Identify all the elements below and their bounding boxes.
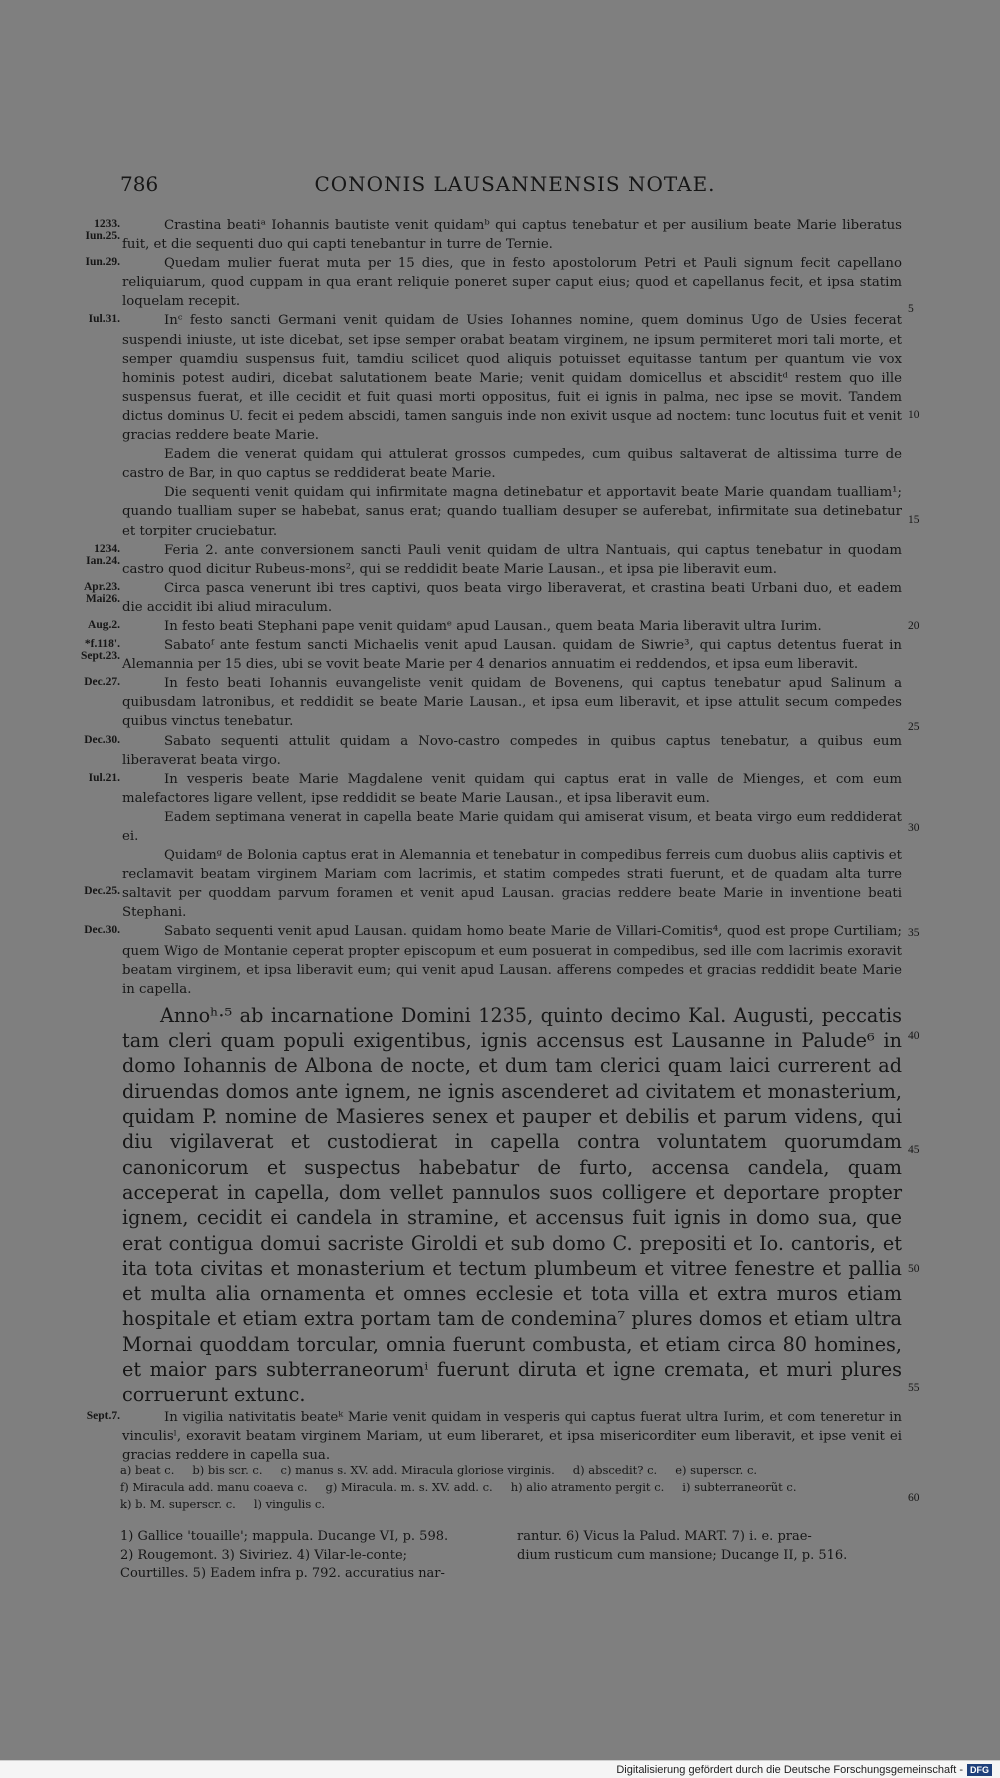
critical-note: h) alio atramento pergit c. (510, 1480, 665, 1494)
line-number: 15 (908, 514, 920, 526)
footer-text: Digitalisierung gefördert durch die Deutsche Forschungsgemeinschaft - (616, 1763, 963, 1776)
line-number: 10 (908, 409, 920, 421)
entry-text: Quidamᵍ de Bolonia captus erat in Alemannia et tenebatur in compedibus ferreis cum duobus aliis captivis et reclamavit beatam virginem Mariam com lacrimis, et statim compedes strati fuerunt, et de quadam alta turre saltavit per quoddam parvum foramen et venit apud Lausan. gracias reddere beate Marie in inventione beati Stephani. (122, 848, 902, 921)
critical-note: l) vingulis c. (253, 1497, 326, 1511)
entry-text: Eadem die venerat quidam qui attulerat grossos cumpedes, cum quibus saltaverat de altissima turre de castro de Bar, in quo captus se reddiderat beate Marie. (122, 447, 902, 482)
page-number: 786 (120, 172, 159, 196)
footnotes-left-column (120, 1528, 505, 1584)
entry (88, 617, 902, 636)
critical-note: a) beat c. (120, 1463, 175, 1477)
entry-text: Inᶜ festo sancti Germani venit quidam de Usies Iohannes nomine, quem dominus Ugo de Usies fecerat suspendi iniuste, ut iste dicebat, set ipse semper orabat beatam virginem, ne ipsum permiteret mori tali morte, et semper quamdiu suspensus fuit, tamdiu scilicet quod aliquis potuisset equitasse tantum per quantum vie vox hominis potest audiri, dicebat salutationem beate Marie; venit quidam domicellus et absciditᵈ restem quo ille suspensus fuerat, et ille cecidit et fuit quasi morti oppositus, fuit ei ignis in palma, nec ipse se movit. Tandem dictus dominus U. fecit ei pedem abscidi, tamen sanguis inde non exivit usque ad noctem: tunc locutus fuit et venit gracias reddere beate Marie. (122, 313, 902, 444)
footnote-line: rantur. 6) Vicus la Palud. MART. 7) i. e. prae- (517, 1529, 812, 1544)
marginal-date: Dec.30. (84, 733, 120, 746)
line-number: 20 (908, 620, 920, 632)
footnote-line: dium rusticum cum mansione; Ducange II, p. 516. (517, 1547, 848, 1563)
line-number: 25 (908, 721, 920, 733)
entry (85, 216, 902, 254)
marginal-date: Dec.27. (84, 676, 120, 689)
entry-text: Crastina beatiᵃ Iohannis bautiste venit quidamᵇ qui captus tenebatur et per ausilium beate Marie liberatus fuit, et die sequenti duo qui capti tenebantur in turre de Ternie. (122, 218, 902, 253)
marginal-date: Aug.2. (88, 618, 120, 631)
critical-note: d) abscedit? c. (572, 1463, 658, 1477)
entry (86, 1408, 902, 1465)
entry-text: In festo beati Stephani pape venit quidamᵉ apud Lausan., quem beata Maria liberavit ultra Iurim. (164, 618, 822, 634)
critical-note: g) Miracula. m. s. XV. add. c. (325, 1480, 493, 1494)
entry (84, 922, 902, 998)
marginal-date: Sept.7. (86, 1409, 120, 1422)
entry-text: Sabatoᶠ ante festum sancti Michaelis venit apud Lausan. quidam de Siwrie³, qui captus detentus fuerat in Alemannia per 15 dies, ubi se vovit beate Marie per 4 denarios annuatim ei reddendos, et ipsa eum liberavit. (122, 638, 902, 673)
critical-apparatus (120, 1462, 902, 1513)
entry (81, 636, 902, 674)
entry (122, 808, 902, 846)
line-number: 50 (908, 1263, 920, 1275)
footnote-line: Courtilles. 5) Eadem infra p. 792. accuratius nar- (120, 1566, 445, 1581)
line-number: 55 (908, 1382, 920, 1394)
marginal-date: Iul.21. (88, 771, 120, 784)
marginal-date: Iun.29. (85, 256, 120, 269)
marginal-date: *f.118'. Sept.23. (81, 638, 120, 663)
marginal-date: Dec.25. (84, 885, 120, 898)
digitization-footer (0, 1760, 1000, 1778)
page-header (120, 172, 910, 202)
entry-text: In vigilia nativitatis beateᵏ Marie venit quidam in vesperis qui captus fuerat ultra Iurim, et com teneretur in vinculisˡ, exoravit beatam virginem Mariam, ut eum liberaret, et ipsa misericorditer eum liberavit, et ipse venit ei gracias reddere in capella sua. (122, 1409, 902, 1463)
entry-text: Quedam mulier fuerat muta per 15 dies, que in festo apostolorum Petri et Pauli signum fecit capellano reliquiarum, quod cuppam in qua erant reliquie poneret super caput eius; quod et capellanus fecit, et ipsa statim loquelam recepit. (122, 256, 902, 310)
critical-note: k) b. M. superscr. c. (120, 1497, 236, 1511)
marginal-date: Dec.30. (84, 924, 120, 937)
entry (86, 541, 902, 579)
entry (85, 254, 902, 311)
entry-text: In vesperis beate Marie Magdalene venit quidam qui captus erat in valle de Mienges, et com eum malefactores ligare vellent, ipse reddidit se beate Marie Lausan., et ipsa liberavit eum. (122, 771, 902, 806)
footnotes-right-column (517, 1528, 902, 1584)
entry (88, 311, 902, 445)
marginal-date: 1234. Ian.24. (86, 542, 120, 567)
critical-note: f) Miracula add. manu coaeva c. (120, 1480, 308, 1494)
footnotes (120, 1528, 902, 1584)
entry (84, 846, 902, 922)
entry-text: Die sequenti venit quidam qui infirmitate magna detinebatur et apportavit beate Marie quandam tualliam¹; quando tualliam super se habebat, sanus erat; quando tualliam desuper se auferebat, infirmitate sua detinebatur et torpiter cruciebatur. (122, 485, 902, 539)
entry (122, 1003, 902, 1408)
entry-text: Feria 2. ante conversionem sancti Pauli venit quidam de ultra Nantuais, qui captus tenebatur in quodam castro quod dicitur Rubeus-mons², qui se reddidit beate Marie Lausan., et ipsa pie liberavit eum. (122, 542, 902, 577)
running-title: CONONIS LAUSANNENSIS NOTAE. (314, 172, 716, 196)
entry (122, 445, 902, 483)
entry-text: Circa pasca venerunt ibi tres captivi, quos beata virgo liberaverat, et crastina beati Urbani duo, et eadem die accidit ibi aliud miraculum. (122, 580, 902, 615)
entry-text: Sabato sequenti attulit quidam a Novo-castro compedes in quibus captus tenebatur, a quibus eum liberaverat beata virgo. (122, 733, 902, 768)
entry (84, 732, 902, 770)
entry (84, 674, 902, 731)
entry-text: Annoʰ·⁵ ab incarnatione Domini 1235, quinto decimo Kal. Augusti, peccatis tam cleri quam populi exigentibus, ignis accensus est Lausanne in Palude⁶ in domo Iohannis de Albona de nocte, et dum tam clerici quam laici currerent ad diruendas domos ante ignem, ne ignis ascenderet ad civitatem et monasterium, quidam P. nomine de Masieres senex et pauper et debilis et parum videns, qui diu vigilaverat et custodierat in capella contra voluntatem quorumdam canonicorum et suspectus habebatur de furto, accensa candela, quam acceperat in capella, dom vellet pannulos suos colligere et deportare propter ignem, cecidit ei candela in stramine, et accensus fuit ignis in domo sua, que erat contigua domui sacriste Giroldi et sub domo C. prepositi et Io. cantoris, et ita tota civitas et monasterium et tectum plumbeum et vitree fenestre et pallia et multa alia ornamenta et omnes ecclesie et tota villa et extra muros etiam hospitale et etiam extra portam tam de condemina⁷ plures domos et etiam ultra Mornai quoddam torcular, omnia fuerunt combusta, et etiam circa 80 homines, et maior pars subterraneorumⁱ fuerunt diruta et igne cremata, et muri plures corruerunt extunc. (122, 1003, 902, 1407)
dfg-logo: DFG (967, 1764, 992, 1776)
marginal-date: Iul.31. (88, 313, 120, 326)
entry-text: Sabato sequenti venit apud Lausan. quidam homo beate Marie de Villari-Comitis⁴, quod est prope Curtiliam; quem Wigo de Montanie ceperat propter episcopum et eum posuerat in compedibus, sed ille com lacrimis exoravit beatam virginem, et ipsa liberavit eum; qui venit apud Lausan. afferens compedes et gracias reddidit beate Marie in capella. (122, 924, 902, 997)
critical-note: b) bis scr. c. (192, 1463, 263, 1477)
footnote-line: 2) Rougemont. 3) Siviriez. 4) Vilar-le-conte; (120, 1547, 408, 1563)
entry-text: In festo beati Iohannis euvangeliste venit quidam de Bovenens, qui captus tenebatur apud Salinum a quibusdam latronibus, et reddidit se beate Marie Lausan., et ipsa eum liberavit, et ipse attulit secum compedes quibus vinctus tenebatur. (122, 676, 902, 730)
entry-text: Eadem septimana venerat in capella beate Marie quidam qui amiserat visum, et beata virgo eum reddiderat ei. (122, 809, 902, 844)
line-number: 40 (908, 1030, 920, 1042)
critical-note: e) superscr. c. (675, 1463, 758, 1477)
line-number: 35 (908, 927, 920, 939)
critical-note: i) subterraneorũt c. (682, 1480, 797, 1494)
footnote-line: 1) Gallice 'touaille'; mappula. Ducange VI, p. 598. (120, 1529, 449, 1544)
marginal-date: Apr.23. Mai26. (84, 580, 120, 606)
entry (84, 579, 902, 617)
line-number: 30 (908, 822, 920, 834)
entry (88, 770, 902, 808)
critical-note: c) manus s. XV. add. Miracula gloriose virginis. (280, 1463, 555, 1477)
line-number: 5 (908, 303, 914, 315)
line-number: 45 (908, 1144, 920, 1156)
marginal-date: 1233. Iun.25. (85, 218, 120, 243)
entry (122, 483, 902, 540)
line-number: 60 (908, 1492, 920, 1504)
text-body (0, 216, 1000, 1465)
